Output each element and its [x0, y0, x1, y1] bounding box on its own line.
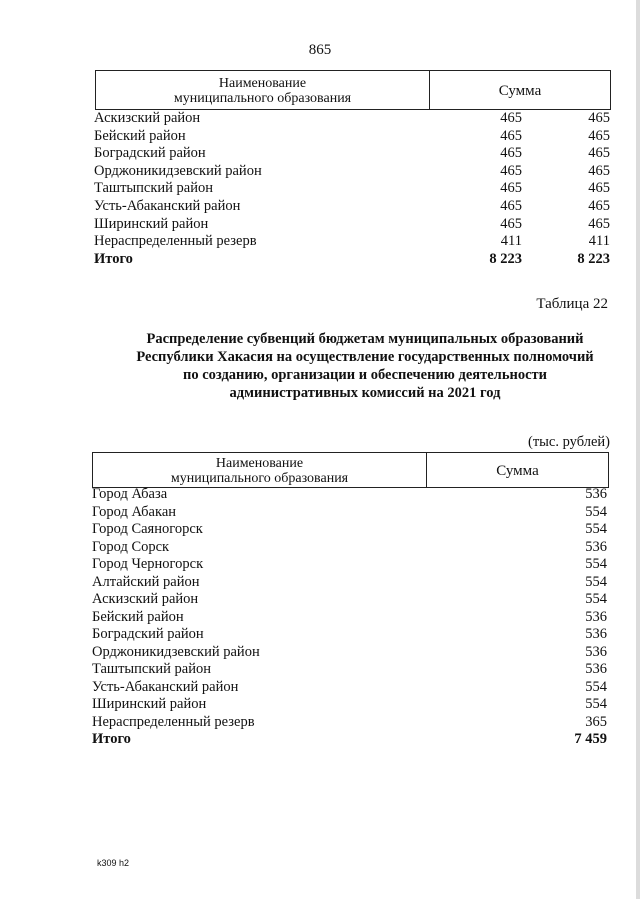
table1-row — [94, 144, 610, 162]
table1-value-cell: 465 — [500, 127, 522, 144]
table1-name-cell: Бейский район — [94, 127, 186, 144]
table2-name-cell: Итого — [92, 731, 131, 747]
table1-value-cell-2: 465 — [588, 198, 610, 214]
table1-name-cell: Итого — [94, 250, 133, 267]
table2-header-name-line1: Наименование — [215, 456, 304, 471]
table2-header-name-cell — [93, 453, 427, 487]
table2-row — [92, 520, 607, 538]
table1-value-cell-2: 465 — [588, 145, 610, 162]
table1-value-cell: 465 — [500, 162, 522, 179]
table1-value-cell: 465 — [500, 110, 522, 126]
table1-value-cell-2: 411 — [588, 233, 610, 250]
table2-value-cell: 554 — [585, 573, 607, 590]
table2-value-cell: 536 — [585, 643, 607, 660]
table1-value-cell: 465 — [500, 145, 522, 162]
table2-name-cell: Алтайский район — [92, 573, 200, 590]
table2-value-cell: 554 — [585, 556, 607, 572]
table2-value-cell: 536 — [585, 486, 607, 502]
table2-row — [92, 625, 607, 643]
table2-title-line3: по созданию, организации и обеспечению деятельности — [182, 367, 547, 383]
table2-unit: (тыс. рублей) — [528, 434, 610, 450]
table2-name-cell: Бейский район — [92, 608, 184, 625]
table2-name-cell: Ширинский район — [92, 696, 207, 712]
table2-name-cell: Город Абакан — [92, 503, 177, 520]
table1-row — [94, 197, 610, 215]
table1-value-cell: 465 — [500, 198, 522, 214]
table1-value-cell-2: 465 — [588, 180, 610, 197]
table1-name-cell: Усть-Абаканский район — [94, 198, 241, 214]
scan-edge — [636, 0, 640, 899]
table2-value-cell: 554 — [585, 521, 607, 537]
table2-name-cell: Город Черногорск — [92, 556, 204, 572]
table1-name-cell: Ширинский район — [94, 215, 209, 232]
table1-row — [94, 215, 610, 233]
table1-value-cell: 411 — [500, 233, 522, 250]
table1-header — [95, 70, 611, 110]
table2-name-cell: Усть-Абаканский район — [92, 678, 239, 695]
table2-title-line2: Республики Хакасия на осуществление государственных полномочий — [136, 349, 594, 365]
table2-row — [92, 660, 607, 678]
table2-name-cell: Город Сорск — [92, 538, 170, 555]
table2-value-cell: 554 — [585, 591, 607, 607]
table2-row — [92, 590, 607, 608]
table2-row — [92, 555, 607, 573]
table2-row — [92, 695, 607, 713]
footer-code: k309 h2 — [97, 858, 130, 868]
table1-value-cell-2: 465 — [588, 127, 610, 144]
table2-header-name-line2: муниципального образования — [170, 471, 349, 486]
table2-value-cell: 536 — [585, 538, 607, 555]
table1-header-name-cell — [96, 71, 430, 109]
table2-name-cell: Город Саяногорск — [92, 521, 203, 537]
table2-name-cell: Орджоникидзевский район — [92, 643, 260, 660]
table2-total-row — [92, 730, 607, 748]
table1-row — [94, 127, 610, 145]
table1-value-cell-2: 8 223 — [577, 250, 610, 267]
table1-header-sum-cell: Сумма — [498, 83, 542, 99]
table1-value-cell-2: 465 — [588, 110, 610, 126]
table2-title-line4: административных комиссий на 2021 год — [229, 385, 501, 401]
table2-name-cell: Нераспределенный резерв — [92, 713, 255, 730]
table2-row — [92, 678, 607, 696]
table1-value-cell-2: 465 — [588, 215, 610, 232]
table2-value-cell: 536 — [585, 626, 607, 642]
table2-row — [92, 503, 607, 521]
table2-title — [0, 330, 640, 402]
page-number: 865 — [308, 42, 332, 58]
table2-value-cell: 7 459 — [574, 731, 607, 747]
table2-value-cell: 365 — [585, 713, 607, 730]
table2-row — [92, 573, 607, 591]
table1-header-name-line2: муниципального образования — [173, 91, 352, 106]
table2-value-cell: 554 — [585, 503, 607, 520]
table2-title-line1: Распределение субвенций бюджетам муниципальных образований — [146, 331, 584, 347]
table1-name-cell: Орджоникидзевский район — [94, 162, 262, 179]
table1-total-row — [94, 250, 610, 268]
table2-value-cell: 536 — [585, 608, 607, 625]
table1-name-cell: Аскизский район — [94, 110, 201, 126]
table1-value-cell: 465 — [500, 180, 522, 197]
table2-row — [92, 538, 607, 556]
table2-name-cell: Аскизский район — [92, 591, 199, 607]
table-number: Таблица 22 — [536, 296, 608, 312]
table2-name-cell: Город Абаза — [92, 486, 168, 502]
table2-row — [92, 485, 607, 503]
table2-value-cell: 536 — [585, 661, 607, 677]
table2-name-cell: Боградский район — [92, 626, 204, 642]
table1-value-cell-2: 465 — [588, 162, 610, 179]
table1-name-cell: Боградский район — [94, 145, 206, 162]
table2-value-cell: 554 — [585, 678, 607, 695]
table2-header-sum-cell: Сумма — [496, 463, 539, 479]
table1-value-cell: 8 223 — [489, 250, 522, 267]
table1-name-cell: Таштыпский район — [94, 180, 214, 197]
table1-name-cell: Нераспределенный резерв — [94, 233, 257, 250]
table1-row — [94, 179, 610, 197]
table1-header-name-line1: Наименование — [218, 76, 307, 91]
table1-row — [94, 109, 610, 127]
table2-value-cell: 554 — [585, 696, 607, 712]
table2-row — [92, 608, 607, 626]
table2-row — [92, 643, 607, 661]
table1-value-cell: 465 — [500, 215, 522, 232]
table1-row — [94, 162, 610, 180]
table2-row — [92, 713, 607, 731]
table2-name-cell: Таштыпский район — [92, 661, 212, 677]
table1-row — [94, 232, 610, 250]
table2-header — [92, 452, 609, 488]
